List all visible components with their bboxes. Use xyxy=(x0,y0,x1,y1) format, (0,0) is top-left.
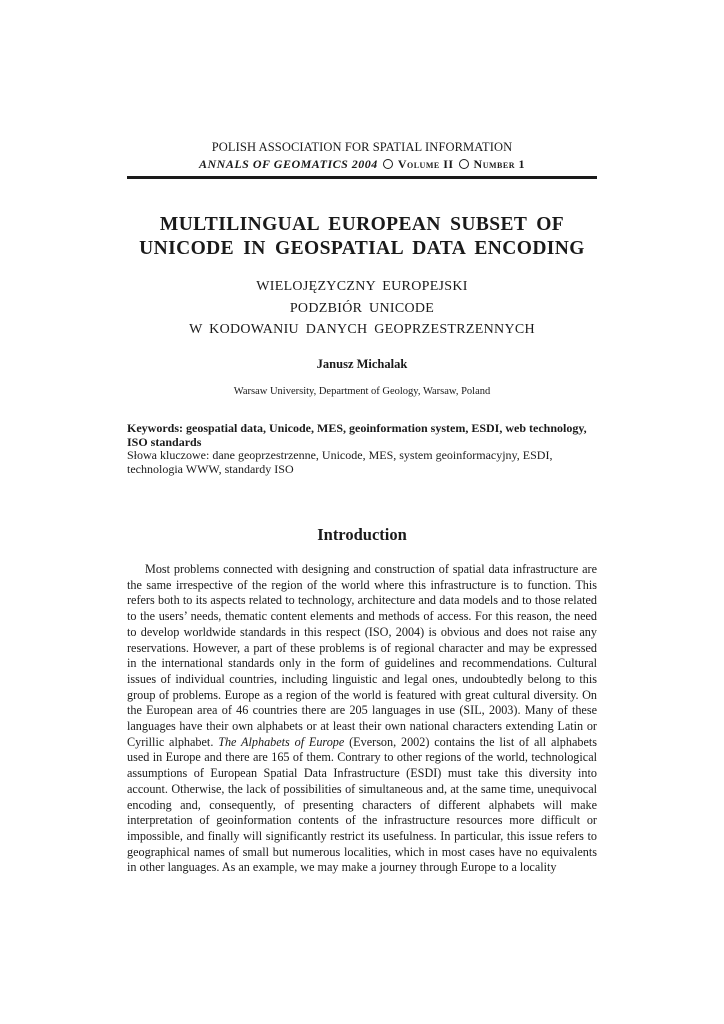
association-header: POLISH ASSOCIATION FOR SPATIAL INFORMATION xyxy=(211,140,513,154)
paragraph-part-2: (Everson, 2002) contains the list of all alphabets used in Europe and there are 165 of them. Contrary to other regions of the world, technological assumptions of European Spatial Data Infrastructure (ESDI) must take this diversity into account. Otherwise, the lack of possibilities of simultaneous and, at the same time, unequivocal encoding and, consequently, of presenting characters of different alphabets will make interpretation of geoinformation contents of the infrastructure resources more difficult or impossible, and finally will significantly restrict its usefulness. In particular, this issue refers to geographical names of small but numerous localities, which in most cases have no equivalents in other languages. As an example, we may make a journey through Europe to a locality xyxy=(127,734,597,875)
keywords-pl-label: Słowa kluczowe: xyxy=(127,448,210,462)
paper-title xyxy=(127,213,597,261)
volume-label: Volume II xyxy=(397,157,454,171)
keywords-pl xyxy=(127,449,597,476)
affiliation: Warsaw University, Department of Geology, Warsaw, Poland xyxy=(233,386,491,397)
section-heading: Introduction xyxy=(317,525,407,544)
journal-name: ANNALS OF GEOMATICS 2004 xyxy=(198,157,378,171)
circle-separator-icon xyxy=(383,159,393,169)
keywords-en xyxy=(127,422,597,449)
number-label: Number 1 xyxy=(473,157,525,171)
polish-title xyxy=(127,276,597,341)
journal-line xyxy=(127,157,597,172)
body-paragraph xyxy=(127,562,597,876)
keywords-text: geospatial data, Unicode, MES, geoinformation system, ESDI, web technology, ISO standards xyxy=(127,421,587,449)
paragraph-italic-title: The Alphabets of Europe xyxy=(218,734,345,749)
title-line-1: MULTILINGUAL EUROPEAN SUBSET OF xyxy=(159,214,565,235)
header-rule xyxy=(127,176,597,179)
keywords-block xyxy=(127,422,597,476)
keywords-pl-text: dane geoprzestrzenne, Unicode, MES, system geoinformacyjny, ESDI, technologia WWW, standardy ISO xyxy=(127,448,553,476)
polish-title-line-3: W KODOWANIU DANYCH GEOPRZESTRZENNYCH xyxy=(189,322,535,337)
paragraph-part-1: Most problems connected with designing and construction of spatial data infrastructure are the same irrespective of the region of the world where this infrastructure is to function. This refers both to its aspects related to technology, architecture and data models and to those related to the users’ needs, thematic content elements and methods of access. For this reason, the need to develop worldwide standards in this respect (ISO, 2004) is obvious and does not raise any reservations. However, a part of these problems is of regional character and may be expressed in the international standards only in the form of guidelines and recommendations. Cultural issues of individual countries, including linguistic and legal ones, undoubtedly belong to this group of problems. Europe as a region of the world is featured with great cultural diversity. On the European area of 46 countries there are 205 languages in use (SIL, 2003). Many of these languages have their own alphabets or at least their own national characters extending Latin or Cyrillic alphabet. xyxy=(127,562,597,749)
keywords-label: Keywords: xyxy=(127,421,183,435)
polish-title-line-1: WIELOJĘZYCZNY EUROPEJSKI xyxy=(256,279,468,294)
polish-title-line-2: PODZBIÓR UNICODE xyxy=(289,300,435,316)
title-line-2: UNICODE IN GEOSPATIAL DATA ENCODING xyxy=(139,238,585,259)
author-name: Janusz Michalak xyxy=(316,357,408,371)
circle-separator-icon xyxy=(459,159,469,169)
